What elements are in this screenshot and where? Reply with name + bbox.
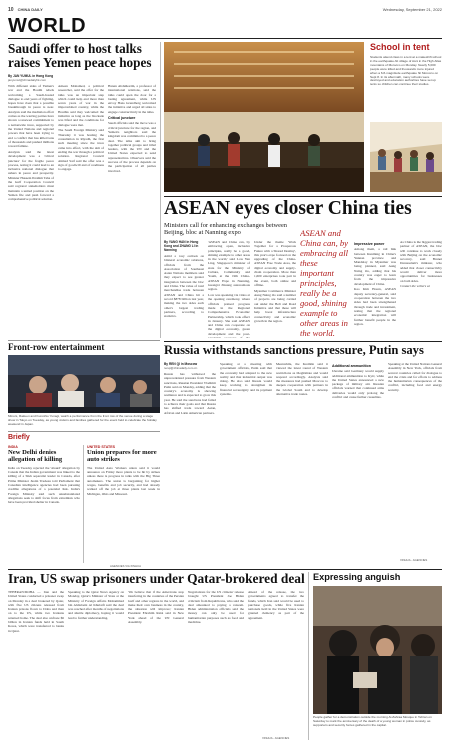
anguish-photo-art bbox=[313, 586, 442, 714]
asean-headline: ASEAN eyes closer China ties bbox=[164, 198, 412, 219]
divider bbox=[8, 569, 442, 570]
saudi-headline: Saudi offer to host talks raises Yemen peace hopes bbox=[8, 41, 152, 70]
asean-deck: Ministers call for enhancing exchanges between Beijing, bloc at Nanning expo bbox=[164, 222, 287, 237]
anguish-headline: Expressing anguish bbox=[313, 572, 401, 582]
russia-col-3 bbox=[276, 362, 328, 562]
asean-col-5 bbox=[354, 240, 396, 338]
top-rule bbox=[8, 38, 442, 39]
russia-credit: XINHUA - AGENCIES bbox=[400, 558, 428, 562]
brief-india-title: New Delhi denies allegation of killing bbox=[8, 449, 63, 463]
briefly-heading: Briefly bbox=[8, 434, 30, 441]
masthead-bar bbox=[8, 5, 442, 14]
saudi-para: The Saudi Foreign Ministry said Thursday it was hosting the consultation in Riyadh, the first such meeting since the truce came into effect, with the aim of ending the war through a political solution. Regional Council Ahmed Saif said the offer was a sign of goodwill and of readiness to engage. bbox=[58, 128, 104, 172]
asean-col-1 bbox=[164, 240, 204, 338]
russia-headline: Russia withstands sanctions pressure, Putin says bbox=[164, 343, 424, 357]
asean-para: 'ASEAN and China can, by embracing open, inclusive principles, really be a good, shining example to other areas in the world,' said Low Yen Ling, Singapore's minister of state for the Ministry of Culture, Community and Youth, at the 19th China-ASEAN Expo in Nanning, Guangxi Zhuang autonomous region. bbox=[208, 240, 250, 292]
divider bbox=[8, 340, 160, 341]
saudi-para: Ameen Mohamed, a political researcher, said the offer for the talks was an important step which could help end more than seven years of war in the impoverished country, while the Houthis said they welcomed the initiative as long as the blockade was lifted and the conditions for dialogue were met. bbox=[58, 84, 104, 127]
anguish-photo bbox=[313, 586, 442, 714]
saudi-email: janyumul@chinadailyhk.com bbox=[8, 78, 47, 82]
school-photo bbox=[370, 122, 442, 192]
russia-col-5 bbox=[388, 362, 442, 556]
saudi-para: Analysts said the latest development was a 'critical juncture' for the fragile peace process, noting it could lead to an inclusive national dialogue that ushers in peace and prosperity. Minister Hussein Ibrahim Taha of the Gulf Cooperation Council said regional stakeholders must maintain a united position on the Yemen file and push forward a comprehensive political solution. bbox=[8, 149, 54, 202]
asean-contact: Contact the writers at bbox=[400, 284, 430, 289]
iran-para: TEHERAN/DOHA — Iran and the United States conducted a prisoner swap on Monday in a deal brokered by Qatar, with five US citizens released from Iranian prisons flown to Doha and then on to the US, while two Iranians returned home. The deal also unfroze $6 billion in Iranian funds held in South Korea, which were transferred to banks in Qatar. bbox=[8, 590, 64, 633]
anguish-caption: People gather for a demonstration outside the morning Al-Zahraa Mosque in Tehran on Saturday to mark the anniversary of the death of a young woman in police custody, as supporters and security forces gathered in the capital. bbox=[313, 716, 432, 727]
asean-para: Kao Kim Hourn, ASEAN deputy secretary-general, said cooperation between the two sides had been strengthened through trade and investment, noting that the regional economic integration will further benefit people in the region. bbox=[354, 287, 396, 326]
asean-quote-text: ASEAN and China can, by embracing all these important principles, really be a good, shining example to other areas in the world. bbox=[300, 228, 348, 338]
iran-para: Negotiations for the US citizens' release brought US President Joe Biden criticism from Republicans, who said the deal amounted to paying a ransom. Biden administration officials said the money can only be used for humanitarian purposes such as food and medicine. bbox=[188, 590, 244, 625]
section-title: WORLD bbox=[8, 15, 87, 37]
iran-headline: Iran, US swap prisoners under Qatar-brokered deal bbox=[8, 571, 305, 586]
saudi-para: With different sides of Yemen's war and the Houthi rebels welcoming a Saudi-hosted dialogue to end years of fighting, hopes have risen that a possible breakthrough in peace is near. Analysts said the mediation effort comes as the warring parties have shown a renewed commitment to a nationwide truce, supported by the United Nations and regional powers that have been trying to end a conflict that has killed tens of thousands and pushed millions toward famine. bbox=[8, 84, 54, 149]
school-photo-art bbox=[370, 122, 442, 192]
asean-para: Amid a rosy outlook on bilateral economic relations, officials from the Association of Southeast Asian Nations members said they expect to see greater integration between the bloc and China. The value of total merchandise trade between ASEAN and China hit a record $878 billion last year, making the two sides each other's largest trading partners, according to statistics. bbox=[164, 254, 204, 319]
front-row-headline: Front-row entertainment bbox=[8, 342, 105, 352]
asean-photo-art bbox=[164, 42, 364, 192]
russia-byline: By REN QI in Moscow bbox=[164, 362, 198, 366]
asean-para: Low was speaking via video at the opening ceremony, where officials praised progress made in the Regional Comprehensive Economic Partnership, which took effect in January. She said ASEAN and China can cooperate on the digital economy, green development and the post- bbox=[208, 293, 250, 336]
divider bbox=[164, 341, 442, 342]
divider bbox=[83, 445, 84, 563]
saudi-col-3 bbox=[108, 84, 156, 338]
briefly-credit: AGENCIES VIA XINHUA bbox=[110, 564, 141, 568]
iran-col-5 bbox=[248, 590, 304, 734]
divider bbox=[164, 196, 442, 197]
brief-us-body: The United Auto Workers union said it would announce on Friday more plants to be hit by strikes unless there is progress in talks with the Big Three automakers. The union is bargaining for higher wages, benefits and job security, and had already walked off the job at three plants last week in Michigan, Ohio and Missouri. bbox=[87, 465, 160, 496]
asean-subhead: Impressive power bbox=[354, 242, 385, 246]
russia-para: Meanwhile, the Kremlin said it viewed the latest round of Western restrictions as illegitimate and would respond accordingly. Analysts said the measures had pushed Moscow to deepen cooperation with partners in the Global South and to develop alternative trade routes. bbox=[276, 362, 328, 397]
russia-para: Russia has withstood the unprecedented pressure from Western sanctions, Russian President Vladimir Putin said on Monday, adding that the country's economy is showing resilience and is expected to grow this year. He said the sanctions had failed to achieve their goals and that Russia has shifted trade toward Asian, African and Latin American partners. bbox=[164, 372, 216, 415]
paper-name: CHINA DAILY bbox=[17, 7, 43, 12]
school-caption: Students attend class in a tent at a makeshift school in the earthquake-hit village of Asni in the High Atlas mountains of Morocco on Monday. Nearly 5,000 people were killed and thousands more injured when a 6.8-magnitude earthquake hit Morocco on Sept 8. In its aftermath, many schools were destroyed and education authorities have set up tents so children can continue their studies. bbox=[370, 56, 442, 87]
front-row-photo bbox=[8, 355, 160, 413]
front-row-caption: Minors, Rakuen and Kuroshio Yunagi, watch a performance from the front row of the venue during a stage show in Tokyo on Tuesday, as young visitors and families gathered for the event held to celebrate the holiday weekend in Japan. bbox=[8, 414, 157, 426]
saudi-col-2 bbox=[58, 84, 104, 338]
russia-col-1 bbox=[164, 362, 216, 562]
russia-para: Speaking at the United Nations General Assembly in New York, officials from several countries called for dialogue to end the crisis and for efforts to address the humanitarian consequences of the conflict, including food and energy security. bbox=[388, 362, 442, 392]
divider bbox=[8, 431, 160, 432]
saudi-para: Hanan Abdulkarim, a professor of international relations, said the talks could open the door for a lasting agreement, while UN envoy Hans Grundberg welcomed the initiative and urged all sides to engage constructively in the talks. bbox=[108, 84, 156, 114]
saudi-col-1 bbox=[8, 84, 54, 338]
saudi-para: Saudi officials said the move was a critical juncture for the region, and Yemen's neighbors said the kingdom was committed to a peace deal. The talks aim to bring together political groups and tribal leaders, with the UN and the United States expected to send representatives. Observers said the success of the process depends on the participation of all parties involved. bbox=[108, 121, 156, 173]
asean-col-6 bbox=[400, 240, 442, 338]
iran-col-2 bbox=[68, 590, 124, 740]
brief-us-tag: UNITED STATES bbox=[87, 445, 116, 449]
divider bbox=[160, 42, 161, 338]
asean-pullquote bbox=[300, 228, 352, 338]
saudi-subhead: Critical juncture bbox=[108, 116, 136, 121]
school-headline: School in tent bbox=[370, 42, 430, 52]
brief-india-tag: INDIA bbox=[8, 445, 18, 449]
brief-us-title: Union prepares for more auto strikes bbox=[87, 449, 157, 463]
issue-date: Wednesday, September 21, 2022 bbox=[382, 7, 442, 12]
front-row-photo-art bbox=[8, 355, 160, 413]
divider bbox=[308, 572, 309, 740]
iran-para: Speaking to the Qatar News Agency on Monday, Qatar's Minister of State at the Ministry of Foreign Affairs Mohammed bin Abdulaziz Al Khulaifi said the deal was reached after months of negotiations and shuttle diplomacy, hoping it would lead to further understanding. bbox=[68, 590, 124, 620]
iran-para: Ahead of the release, the two governments agreed to transfer the funds, which Iran said would be used to purchase goods, while five Iranian nationals held in the United States were granted clemency as part of the agreement. bbox=[248, 590, 304, 620]
russia-subhead: Additional ammunition bbox=[332, 364, 371, 368]
russia-col-2 bbox=[220, 362, 272, 562]
iran-col-1 bbox=[8, 590, 64, 740]
asean-para: Under the theme 'Work Together for a Prosperous Future with a Shared Destiny', this year's expo focused on the upgrading of the China-ASEAN Free Trade Area, the digital economy and supply-chain cooperation. More than 1,600 enterprises took part in the event, both online and offline. bbox=[254, 240, 296, 287]
page-number: 10 bbox=[8, 6, 14, 13]
asean-col-3 bbox=[254, 240, 296, 338]
asean-byline: By YANG HAN in Hong Kong and ZHANG LI in Nanning bbox=[164, 240, 199, 252]
asean-photo bbox=[164, 42, 364, 192]
russia-col-4 bbox=[332, 362, 384, 562]
asean-para: Myanmar Commerce Minister Aung Naing Oo said a number of projects are being carried out under the Belt and Road Initiative and that these will help boost infrastructure connectivity and economic growth in the region. bbox=[254, 288, 296, 323]
iran-para: 'We believe that if the Americans stop interfering in the countries of the Persian Gulf and other regions in the world, and make their own business in the country, the situation will improve,' Iranian President Ebrahim Raisi said in New York ahead of the UN General Assembly. bbox=[128, 590, 184, 625]
iran-col-3 bbox=[128, 590, 184, 740]
asean-para: Among them, a rail link between Kunming in China's Yunnan province and Mandalay in Myanmar was being planned, said Aung Naing Oo, adding that his country was eager to learn from the impressive development of China. bbox=[354, 247, 396, 286]
russia-para: Ukraine said Germany would supply additional ammunition to Kyiv, while the United States announced a new package of military aid. Russian officials warned that continued arms deliveries would only prolong the conflict and cause further casualties. bbox=[332, 369, 384, 400]
iran-credit: XINHUA - AGENCIES bbox=[262, 736, 290, 740]
brief-india-body: India on Tuesday rejected the 'absurd' allegation by Canada that the Indian government was linked to the killing of a Sikh separatist leader in Canada, after Prime Minister Justin Trudeau told Parliament that Canadian intelligence agencies had been pursuing credible allegations of a potential link. India's Foreign Ministry said such unsubstantiated allegations seek to shift focus from extremists who have been provided shelter in Canada. bbox=[8, 465, 80, 505]
brief-us bbox=[87, 445, 160, 563]
russia-email: renqi@chinadaily.com.cn bbox=[164, 366, 198, 370]
saudi-byline: By JAN YUMUL in Hong Kong bbox=[8, 74, 54, 78]
asean-col-2 bbox=[208, 240, 250, 338]
iran-col-4 bbox=[188, 590, 244, 740]
russia-para: Speaking at a meeting with government officials, Putin said that the economy had adapted to the new reality and that industrial output was rising. He also said Russia would keep working to strengthen its financial sovereignty and its payment systems. bbox=[220, 362, 272, 397]
asean-para: As China is the biggest trading partner of ASEAN, the bloc will continue to work closely with Beijing on the economic recovery, said Brunei Darussalam's minister, who added that closer connectivity would deliver more opportunities for businesses on both sides. bbox=[400, 240, 442, 283]
brief-india bbox=[8, 445, 80, 563]
